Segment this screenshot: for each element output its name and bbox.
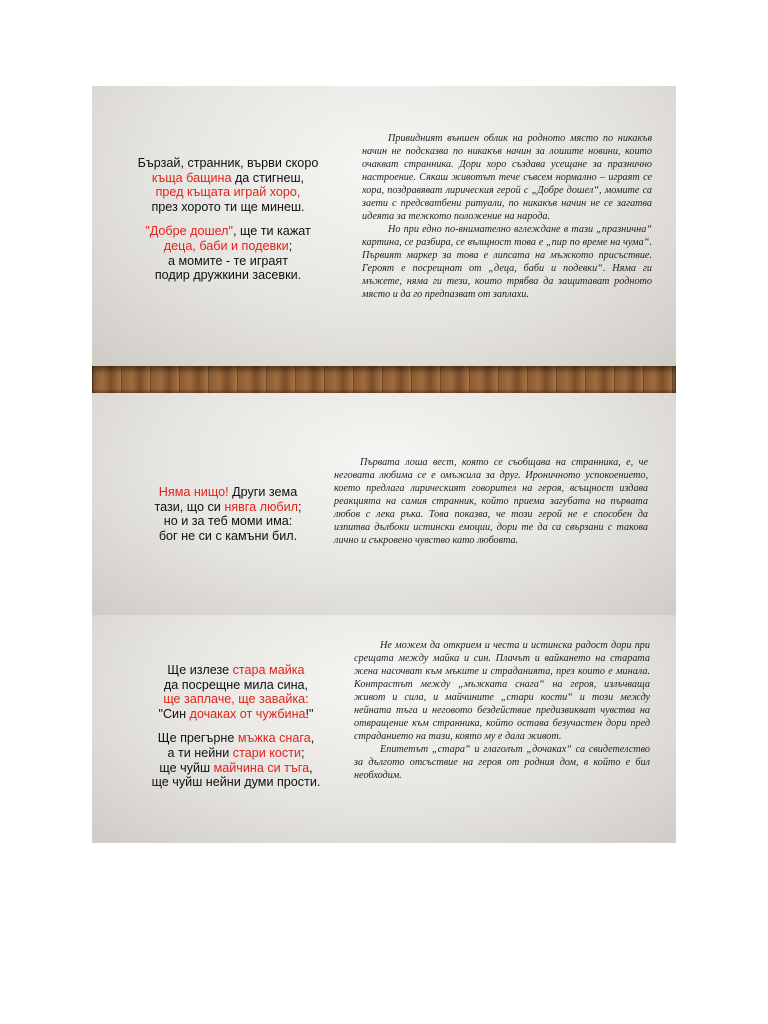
slide-2 <box>92 393 676 615</box>
poem-text: да посрещне мила сина, <box>163 677 309 692</box>
highlighted-phrase: мъжка снага <box>237 731 311 746</box>
highlighted-phrase: стара майка <box>232 663 305 677</box>
poem-text: подир дружкини засевки. <box>154 268 302 283</box>
poem-text: , <box>310 731 315 746</box>
commentary-paragraph: Но при едно по-внимателно вглеждане в тази „празнична“ картина, се разбира, се вълщност това е „пир по време на чума“. Първият маркер за това е липсата на мъжкото присъствие. Героят е посрещнат от „деца, баби и подевки“. Няма ги мъжете, няма ги тези, които трябва да защитават родното място и да го предпазват от заплахи. <box>362 224 652 300</box>
poem-line <box>128 746 344 761</box>
poem-text: ; <box>301 745 305 760</box>
poem-text: а ти нейни <box>167 745 233 760</box>
commentary-paragraph: Не можем да открием и честа и истинска радост дори при срещата между майка и син. Плачът и вайкането на старата жена насочват към мъките и страданията, през които е минала. Контрастът между „мъжката снага“ на героя, излъчваща живот и сила, и майчините „стари кости“ и този между нейната тъга и неговото бездействие предизвикват чувства на отвращение към странника, който остава безучастен дори пред страданието на тази, която му е дала живот. <box>354 640 650 742</box>
poem-text: през хорото ти ще минеш. <box>151 199 305 214</box>
commentary-paragraph: Привидният външен облик на родното място по никакъв начин не подсказва по никакъв начин за лошите новини, които очакват странника. Дори хоро създава усещане за празнично настроение. Сякаш животът тече съвсем нормално – играят се хора, поздравяват лирическия герой с „Добре дошел“, момите са заети с предсватбени ритуали, по никакъв начин не се загатва идеята за тежкото положение на народа. <box>362 133 652 222</box>
poem-line <box>128 268 328 283</box>
poem-line <box>128 171 328 186</box>
poem-line <box>128 514 328 529</box>
poem-text: Ще прегърне <box>157 731 238 746</box>
poem-text: !" <box>305 706 314 721</box>
poem-line <box>128 239 328 254</box>
poem-block <box>128 485 328 553</box>
slide-1 <box>92 86 676 366</box>
commentary-block <box>362 132 652 301</box>
poem-stanza <box>128 663 344 721</box>
poem-block <box>128 663 344 800</box>
poem-text: а момите - те играят <box>167 253 289 268</box>
poem-line <box>128 529 328 544</box>
poem-stanza <box>128 485 328 543</box>
poem-text: "Син <box>158 706 190 721</box>
poem-line <box>128 775 344 790</box>
highlighted-phrase: дочакаx от чужбина <box>189 706 306 721</box>
commentary-paragraph: Първата лоша вест, която се съобщава на странника, е, че неговата любима се е омъжила за друг. Ироничното успокоението, което предлага лирическият говорител на героя, всъщност издава реакцията на самия странник, който приема загубата на първата любов с лека ръка. Това показва, че този герой не е способен да изпитва дълбоки истински емоции, дори те да са свързани с такова лично и съкровено чувство като любовта. <box>334 457 648 546</box>
poem-stanza <box>128 224 328 282</box>
poem-text: бог не си с камъни бил. <box>158 528 298 543</box>
poem-line <box>128 707 344 722</box>
poem-line <box>128 731 344 746</box>
highlighted-phrase: ще заплаче, ще завайка: <box>163 692 309 707</box>
poem-text: ; <box>298 499 302 514</box>
poem-line <box>128 254 328 269</box>
highlighted-phrase: къща бащина <box>151 170 232 185</box>
poem-text: ще чуйш нейни думи прости. <box>151 775 321 790</box>
poem-stanza <box>128 156 328 214</box>
poem-text: Бързай, странник, върви скоро <box>137 156 319 170</box>
commentary-paragraph: Епитетът „стара“ и глаголът „дочаках“ са свидетелство за дългото отсъствие на героя от родния дом, в който е бил необходим. <box>354 744 650 781</box>
poem-text: ще чуйш <box>159 760 214 775</box>
poem-line <box>128 185 328 200</box>
poem-line <box>128 224 328 239</box>
poem-line <box>128 692 344 707</box>
poem-line <box>128 678 344 693</box>
commentary-block <box>334 456 648 547</box>
poem-line <box>128 500 328 515</box>
poem-line <box>128 200 328 215</box>
wooden-floor-strip <box>92 366 676 393</box>
poem-text: ; <box>288 238 293 253</box>
poem-line <box>128 663 344 678</box>
poem-stanza <box>128 731 344 789</box>
poem-text: Ще излезе <box>167 663 233 677</box>
poem-text: Други зема <box>228 485 298 499</box>
poem-line <box>128 761 344 776</box>
highlighted-phrase: Няма нищо! <box>158 485 229 499</box>
highlighted-phrase: нявга любил <box>224 499 299 514</box>
commentary-block <box>354 639 650 782</box>
poem-line <box>128 156 328 171</box>
highlighted-phrase: деца, баби и подевки <box>163 238 289 253</box>
highlighted-phrase: "Добре дошел" <box>145 224 233 239</box>
poem-line <box>128 485 328 500</box>
highlighted-phrase: майчина си тъга <box>213 760 310 775</box>
poem-block <box>128 156 328 293</box>
poem-text: , <box>309 760 313 775</box>
poem-text: тази, що си <box>154 499 225 514</box>
highlighted-phrase: стари кости <box>232 745 302 760</box>
poem-text: но и за теб моми има: <box>163 514 293 529</box>
poem-text: да стигнеш, <box>231 170 305 185</box>
highlighted-phrase: пред къщата играй хоро, <box>155 185 301 200</box>
slide-3 <box>92 615 676 843</box>
poem-text: , ще ти кажат <box>233 224 311 239</box>
